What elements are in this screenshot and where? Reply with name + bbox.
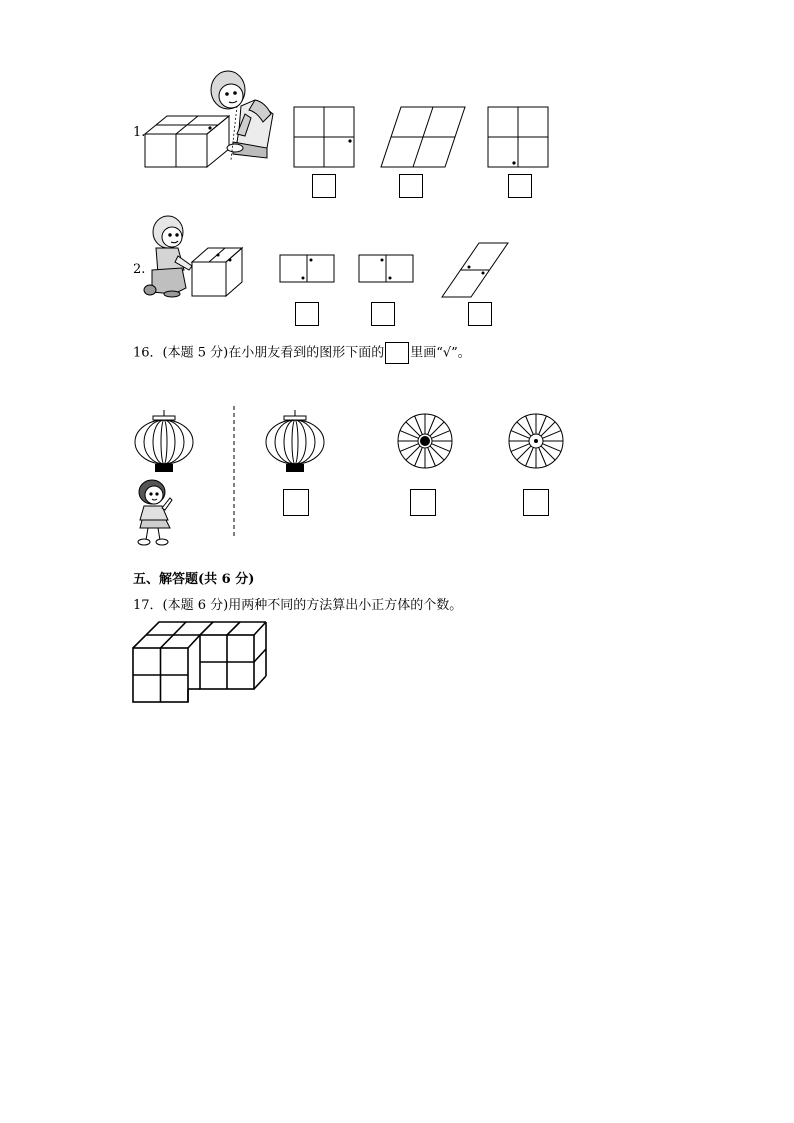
part1-option-c-figure (487, 106, 549, 168)
q16-answer-box-a[interactable] (283, 489, 309, 516)
part2-cube-figure (190, 246, 246, 298)
q17-cube-stack-figure (132, 621, 268, 705)
part2-answer-box-b[interactable] (371, 302, 395, 326)
part1-answer-box-a[interactable] (312, 174, 336, 198)
q16-answer-box-c[interactable] (523, 489, 549, 516)
part2-answer-box-c[interactable] (468, 302, 492, 326)
lantern-object-figure (133, 410, 195, 476)
part2-answer-box-a[interactable] (295, 302, 319, 326)
part1-answer-box-c[interactable] (508, 174, 532, 198)
part2-option-a-figure (279, 254, 335, 284)
q16-prompt-text-after: 里画“√”。 (410, 345, 471, 361)
q16-option-b-top-view-figure (396, 412, 454, 470)
section-five-heading: 五、解答题(共 6 分) (133, 572, 255, 587)
part2-option-c-figure (441, 242, 509, 298)
part1-option-a-figure (293, 106, 355, 168)
part1-label: 1. (133, 125, 146, 140)
q16-prompt (133, 342, 471, 365)
boy-observer-illustration (205, 66, 280, 160)
part1-answer-box-b[interactable] (399, 174, 423, 198)
q16-answer-box-b[interactable] (410, 489, 436, 516)
part1-option-b-figure (380, 106, 466, 168)
dashed-divider (232, 406, 236, 536)
q16-prompt-text-before: 16．(本题 5 分)在小朋友看到的图形下面的 (133, 345, 385, 361)
q16-option-c-top-view-figure (507, 412, 565, 470)
q17-prompt: 17．(本题 6 分)用两种不同的方法算出小正方体的个数。 (133, 598, 463, 613)
part2-option-b-figure (358, 254, 414, 284)
q16-inline-box-icon (385, 342, 409, 364)
part2-label: 2. (133, 262, 146, 277)
q16-option-a-lantern-figure (264, 410, 326, 476)
girl-illustration (130, 478, 178, 546)
